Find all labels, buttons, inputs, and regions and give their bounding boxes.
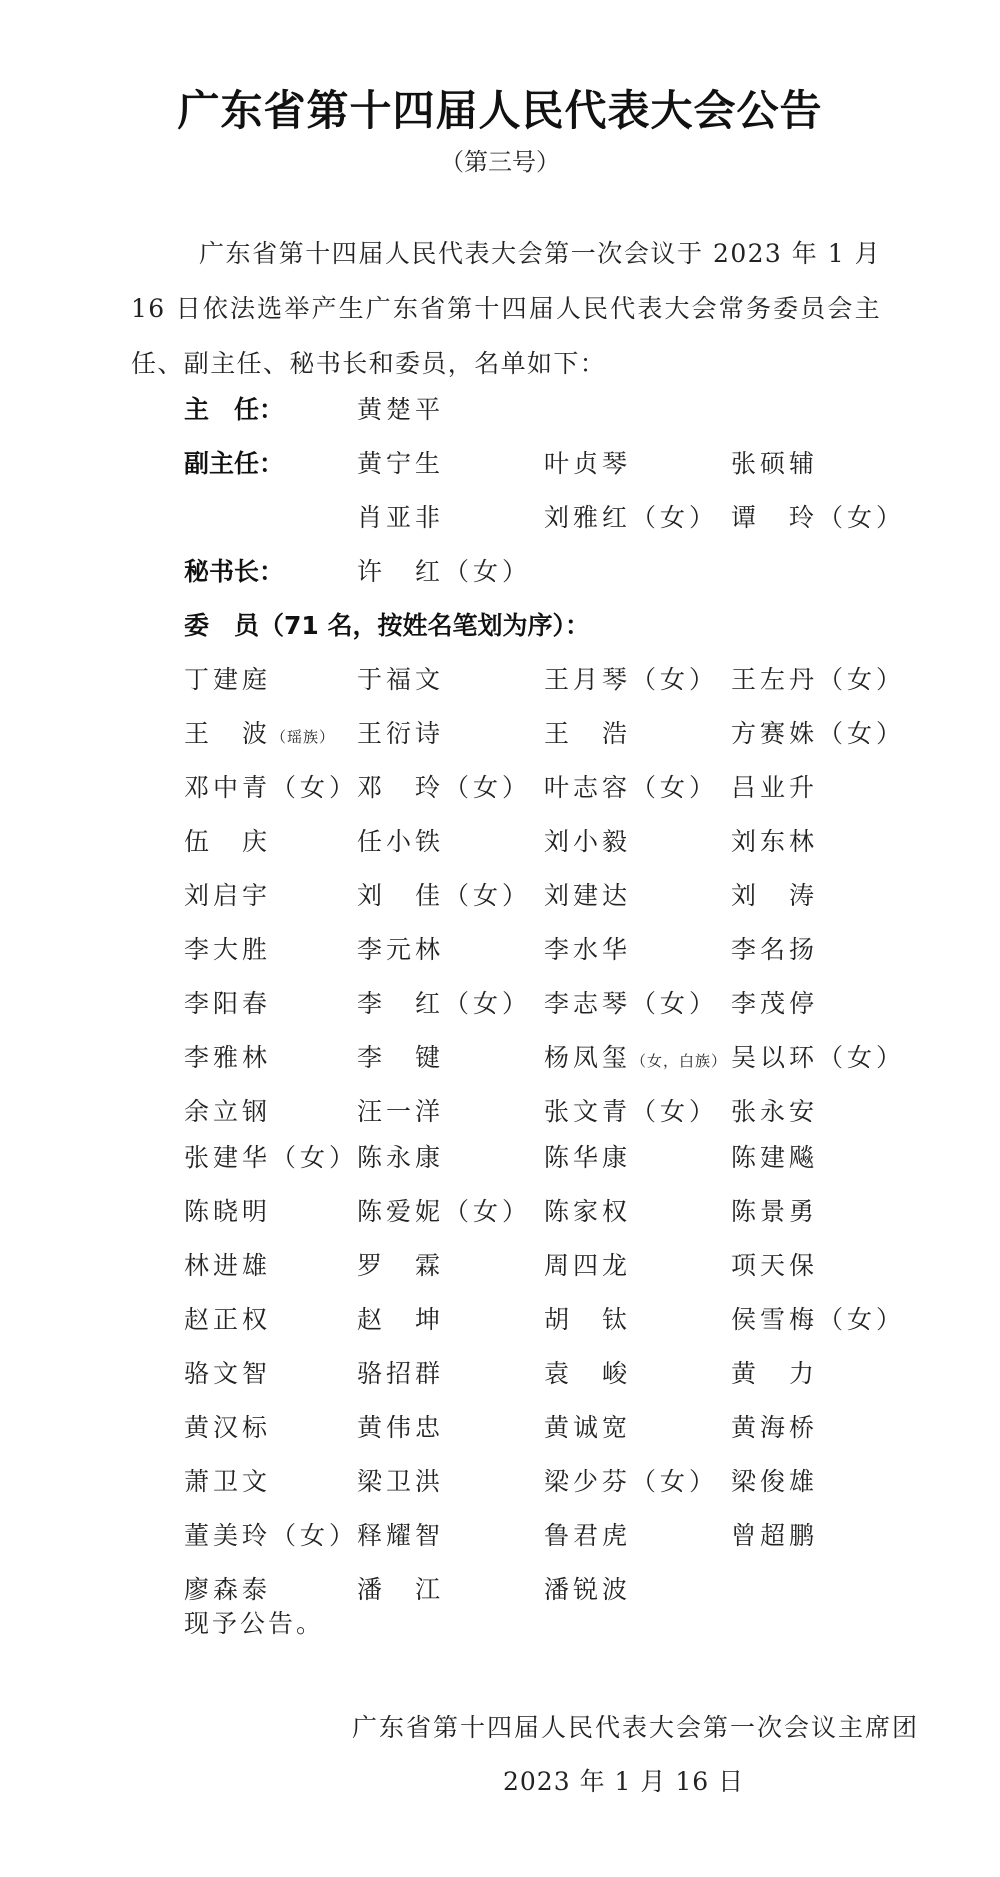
- member-row: [0, 1462, 1000, 1502]
- member-name: [357, 984, 531, 1024]
- announcement-number: （第三号）: [440, 148, 560, 176]
- member-name-text: 袁 峻: [544, 1359, 632, 1388]
- member-name: [357, 660, 444, 700]
- member-name: [357, 1038, 444, 1078]
- member-name: [731, 1138, 818, 1178]
- vice-director-name: 黄宁生: [357, 449, 445, 478]
- member-name: [731, 1516, 818, 1556]
- member-name-text: 释耀智: [357, 1521, 445, 1550]
- member-name: [731, 930, 818, 970]
- member-name-text: 刘 佳（女）: [357, 881, 532, 910]
- member-name: [357, 1246, 444, 1286]
- member-name: [731, 1300, 905, 1340]
- secretary-general-name: 许 红（女）: [357, 557, 532, 586]
- member-row: [0, 1246, 1000, 1286]
- member-name-text: 李大胜: [184, 935, 272, 964]
- member-name: [357, 1192, 531, 1232]
- member-name-text: 吕业升: [731, 773, 819, 802]
- member-name: [184, 1516, 358, 1556]
- member-name: [184, 1408, 271, 1448]
- members-label: 委 员（71 名，按姓名笔划为序）：: [184, 611, 590, 640]
- member-name: [544, 1038, 727, 1081]
- member-name-text: 赵 坤: [357, 1305, 445, 1334]
- member-name: [544, 1408, 631, 1448]
- member-name: [544, 1462, 718, 1502]
- member-name-text: 王 波: [184, 719, 272, 748]
- member-name: [544, 930, 631, 970]
- member-name: [184, 930, 271, 970]
- member-name: [184, 876, 271, 916]
- member-name-text: 陈景勇: [731, 1197, 819, 1226]
- member-name-text: 胡 钛: [544, 1305, 632, 1334]
- member-name: [184, 1138, 358, 1178]
- member-name-text: 张建华（女）: [184, 1143, 359, 1172]
- member-name-text: 汪一洋: [357, 1097, 445, 1126]
- member-name: [357, 1408, 444, 1448]
- member-row: [0, 1408, 1000, 1448]
- member-row: [0, 876, 1000, 916]
- member-name-text: 李茂停: [731, 989, 819, 1018]
- member-name: [731, 768, 818, 808]
- member-name: [544, 714, 631, 754]
- vice-director-label: 副主任：: [184, 449, 285, 478]
- member-name-text: 陈家权: [544, 1197, 632, 1226]
- member-name-text: 陈永康: [357, 1143, 445, 1172]
- member-name-text: 鲁君虎: [544, 1521, 632, 1550]
- member-ethnicity-note: （瑶族）: [271, 728, 336, 746]
- member-row: [0, 1354, 1000, 1394]
- member-name: [731, 1192, 818, 1232]
- member-name-text: 方赛姝（女）: [731, 719, 906, 748]
- member-name-text: 黄海桥: [731, 1413, 819, 1442]
- member-name: [731, 876, 818, 916]
- member-name-text: 陈爱妮（女）: [357, 1197, 532, 1226]
- member-name: [544, 984, 718, 1024]
- member-name-text: 陈华康: [544, 1143, 632, 1172]
- member-name-text: 王左丹（女）: [731, 665, 906, 694]
- issuer-signature: 广东省第十四届人民代表大会第一次会议主席团: [352, 1713, 920, 1742]
- member-name-text: 叶志容（女）: [544, 773, 719, 802]
- secretary-general-row: [0, 552, 1000, 592]
- member-name: [544, 1570, 631, 1610]
- member-name: [184, 1462, 271, 1502]
- member-name-text: 赵正权: [184, 1305, 272, 1334]
- intro-paragraph: 广东省第十四届人民代表大会第一次会议于 2023 年 1 月 16 日依法选举产生广东省第十四届人民代表大会常务委员会主任、副主任、秘书长和委员，名单如下：: [131, 239, 881, 378]
- member-name-text: 李雅林: [184, 1043, 272, 1072]
- vice-director-name: 张硕辅: [731, 449, 819, 478]
- director-label: 主 任：: [184, 395, 285, 424]
- member-row: [0, 822, 1000, 862]
- member-name-text: 吴以环（女）: [731, 1043, 906, 1072]
- member-name-text: 邓 玲（女）: [357, 773, 532, 802]
- member-name-text: 王月琴（女）: [544, 665, 719, 694]
- member-name: [184, 768, 358, 808]
- member-name-text: 罗 霖: [357, 1251, 445, 1280]
- member-name: [544, 876, 631, 916]
- member-row: [0, 930, 1000, 970]
- member-name-text: 陈晓明: [184, 1197, 272, 1226]
- member-name-text: 曾超鹏: [731, 1521, 819, 1550]
- member-name: [544, 1192, 631, 1232]
- member-row: [0, 1092, 1000, 1132]
- member-name: [184, 1092, 271, 1132]
- member-name-text: 刘启宇: [184, 881, 272, 910]
- member-name-text: 黄 力: [731, 1359, 819, 1388]
- vice-director-row: [0, 444, 1000, 484]
- vice-director-row: [0, 498, 1000, 538]
- member-name-text: 潘 江: [357, 1575, 445, 1604]
- member-name: [357, 876, 531, 916]
- member-name: [731, 1038, 905, 1078]
- member-name-text: 黄汉标: [184, 1413, 272, 1442]
- member-row: [0, 1192, 1000, 1232]
- member-name-text: 董美玲（女）: [184, 1521, 359, 1550]
- member-name: [731, 714, 905, 754]
- member-name: [731, 1246, 818, 1286]
- member-name: [544, 660, 718, 700]
- member-row: [0, 1570, 1000, 1610]
- member-name: [544, 768, 718, 808]
- member-name-text: 张文青（女）: [544, 1097, 719, 1126]
- member-name: [357, 1354, 444, 1394]
- member-name: [184, 1246, 271, 1286]
- member-name-text: 丁建庭: [184, 665, 272, 694]
- member-name: [357, 930, 444, 970]
- member-name: [184, 1354, 271, 1394]
- member-name: [357, 714, 444, 754]
- member-name: [184, 822, 271, 862]
- member-name-text: 刘小毅: [544, 827, 632, 856]
- member-name-text: 梁卫洪: [357, 1467, 445, 1496]
- member-name-text: 李名扬: [731, 935, 819, 964]
- vice-director-name: 谭 玲（女）: [731, 503, 906, 532]
- member-row: [0, 1138, 1000, 1178]
- closing-statement: 现予公告。: [184, 1609, 325, 1638]
- member-name-text: 李元林: [357, 935, 445, 964]
- member-name-text: 杨凤玺: [544, 1043, 632, 1072]
- member-name-text: 萧卫文: [184, 1467, 272, 1496]
- member-name-text: 骆招群: [357, 1359, 445, 1388]
- member-name-text: 骆文智: [184, 1359, 272, 1388]
- member-name: [357, 768, 531, 808]
- member-name-text: 梁少芬（女）: [544, 1467, 719, 1496]
- member-name-text: 李 红（女）: [357, 989, 532, 1018]
- director-row: [0, 390, 1000, 430]
- member-name-text: 林进雄: [184, 1251, 272, 1280]
- member-name: [357, 1092, 444, 1132]
- document-title: 广东省第十四届人民代表大会公告: [177, 86, 823, 135]
- member-row: [0, 1516, 1000, 1556]
- member-name: [731, 984, 818, 1024]
- member-name-text: 李阳春: [184, 989, 272, 1018]
- member-name-text: 任小铁: [357, 827, 445, 856]
- member-name: [731, 1462, 818, 1502]
- member-name-text: 黄诚宽: [544, 1413, 632, 1442]
- members-heading-row: [0, 606, 1000, 646]
- member-name: [184, 714, 335, 757]
- member-ethnicity-note: （女，白族）: [631, 1052, 728, 1070]
- member-name-text: 陈建飚: [731, 1143, 819, 1172]
- member-name: [731, 1092, 818, 1132]
- member-row: [0, 660, 1000, 700]
- member-row: [0, 1038, 1000, 1078]
- member-name: [731, 660, 905, 700]
- member-name-text: 廖森泰: [184, 1575, 272, 1604]
- member-name: [731, 822, 818, 862]
- member-name-text: 李 键: [357, 1043, 445, 1072]
- issue-date: 2023 年 1 月 16 日: [503, 1767, 745, 1796]
- member-name: [184, 660, 271, 700]
- member-name-text: 侯雪梅（女）: [731, 1305, 906, 1334]
- member-name-text: 于福文: [357, 665, 445, 694]
- member-row: [0, 1300, 1000, 1340]
- member-name: [544, 822, 631, 862]
- member-name: [544, 1516, 631, 1556]
- member-name-text: 刘建达: [544, 881, 632, 910]
- member-name: [357, 1462, 444, 1502]
- member-name: [184, 1300, 271, 1340]
- member-name-text: 李志琴（女）: [544, 989, 719, 1018]
- member-name: [357, 1138, 444, 1178]
- member-name: [357, 1300, 444, 1340]
- vice-director-name: 肖亚非: [357, 503, 445, 532]
- member-name: [184, 1038, 271, 1078]
- member-row: [0, 984, 1000, 1024]
- member-name: [544, 1354, 631, 1394]
- member-name: [731, 1354, 818, 1394]
- member-name-text: 王衍诗: [357, 719, 445, 748]
- member-name: [357, 1570, 444, 1610]
- secretary-general-label: 秘书长：: [184, 557, 285, 586]
- member-name: [184, 984, 271, 1024]
- member-row: [0, 768, 1000, 808]
- member-name-text: 黄伟忠: [357, 1413, 445, 1442]
- member-name-text: 梁俊雄: [731, 1467, 819, 1496]
- member-name-text: 潘锐波: [544, 1575, 632, 1604]
- member-name-text: 刘 涛: [731, 881, 819, 910]
- member-name-text: 余立钢: [184, 1097, 272, 1126]
- member-name: [357, 822, 444, 862]
- member-name-text: 刘东林: [731, 827, 819, 856]
- member-name-text: 周四龙: [544, 1251, 632, 1280]
- vice-director-name: 刘雅红（女）: [544, 503, 719, 532]
- member-name: [357, 1516, 444, 1556]
- member-name: [544, 1246, 631, 1286]
- member-name: [544, 1138, 631, 1178]
- member-name: [544, 1092, 718, 1132]
- member-name: [184, 1192, 271, 1232]
- member-name-text: 邓中青（女）: [184, 773, 359, 802]
- member-name-text: 项天保: [731, 1251, 819, 1280]
- member-name: [544, 1300, 631, 1340]
- member-name-text: 张永安: [731, 1097, 819, 1126]
- member-name-text: 伍 庆: [184, 827, 272, 856]
- director-name: 黄楚平: [357, 395, 445, 424]
- vice-director-name: 叶贞琴: [544, 449, 632, 478]
- member-name: [731, 1408, 818, 1448]
- member-name-text: 李水华: [544, 935, 632, 964]
- member-row: [0, 714, 1000, 754]
- member-name-text: 王 浩: [544, 719, 632, 748]
